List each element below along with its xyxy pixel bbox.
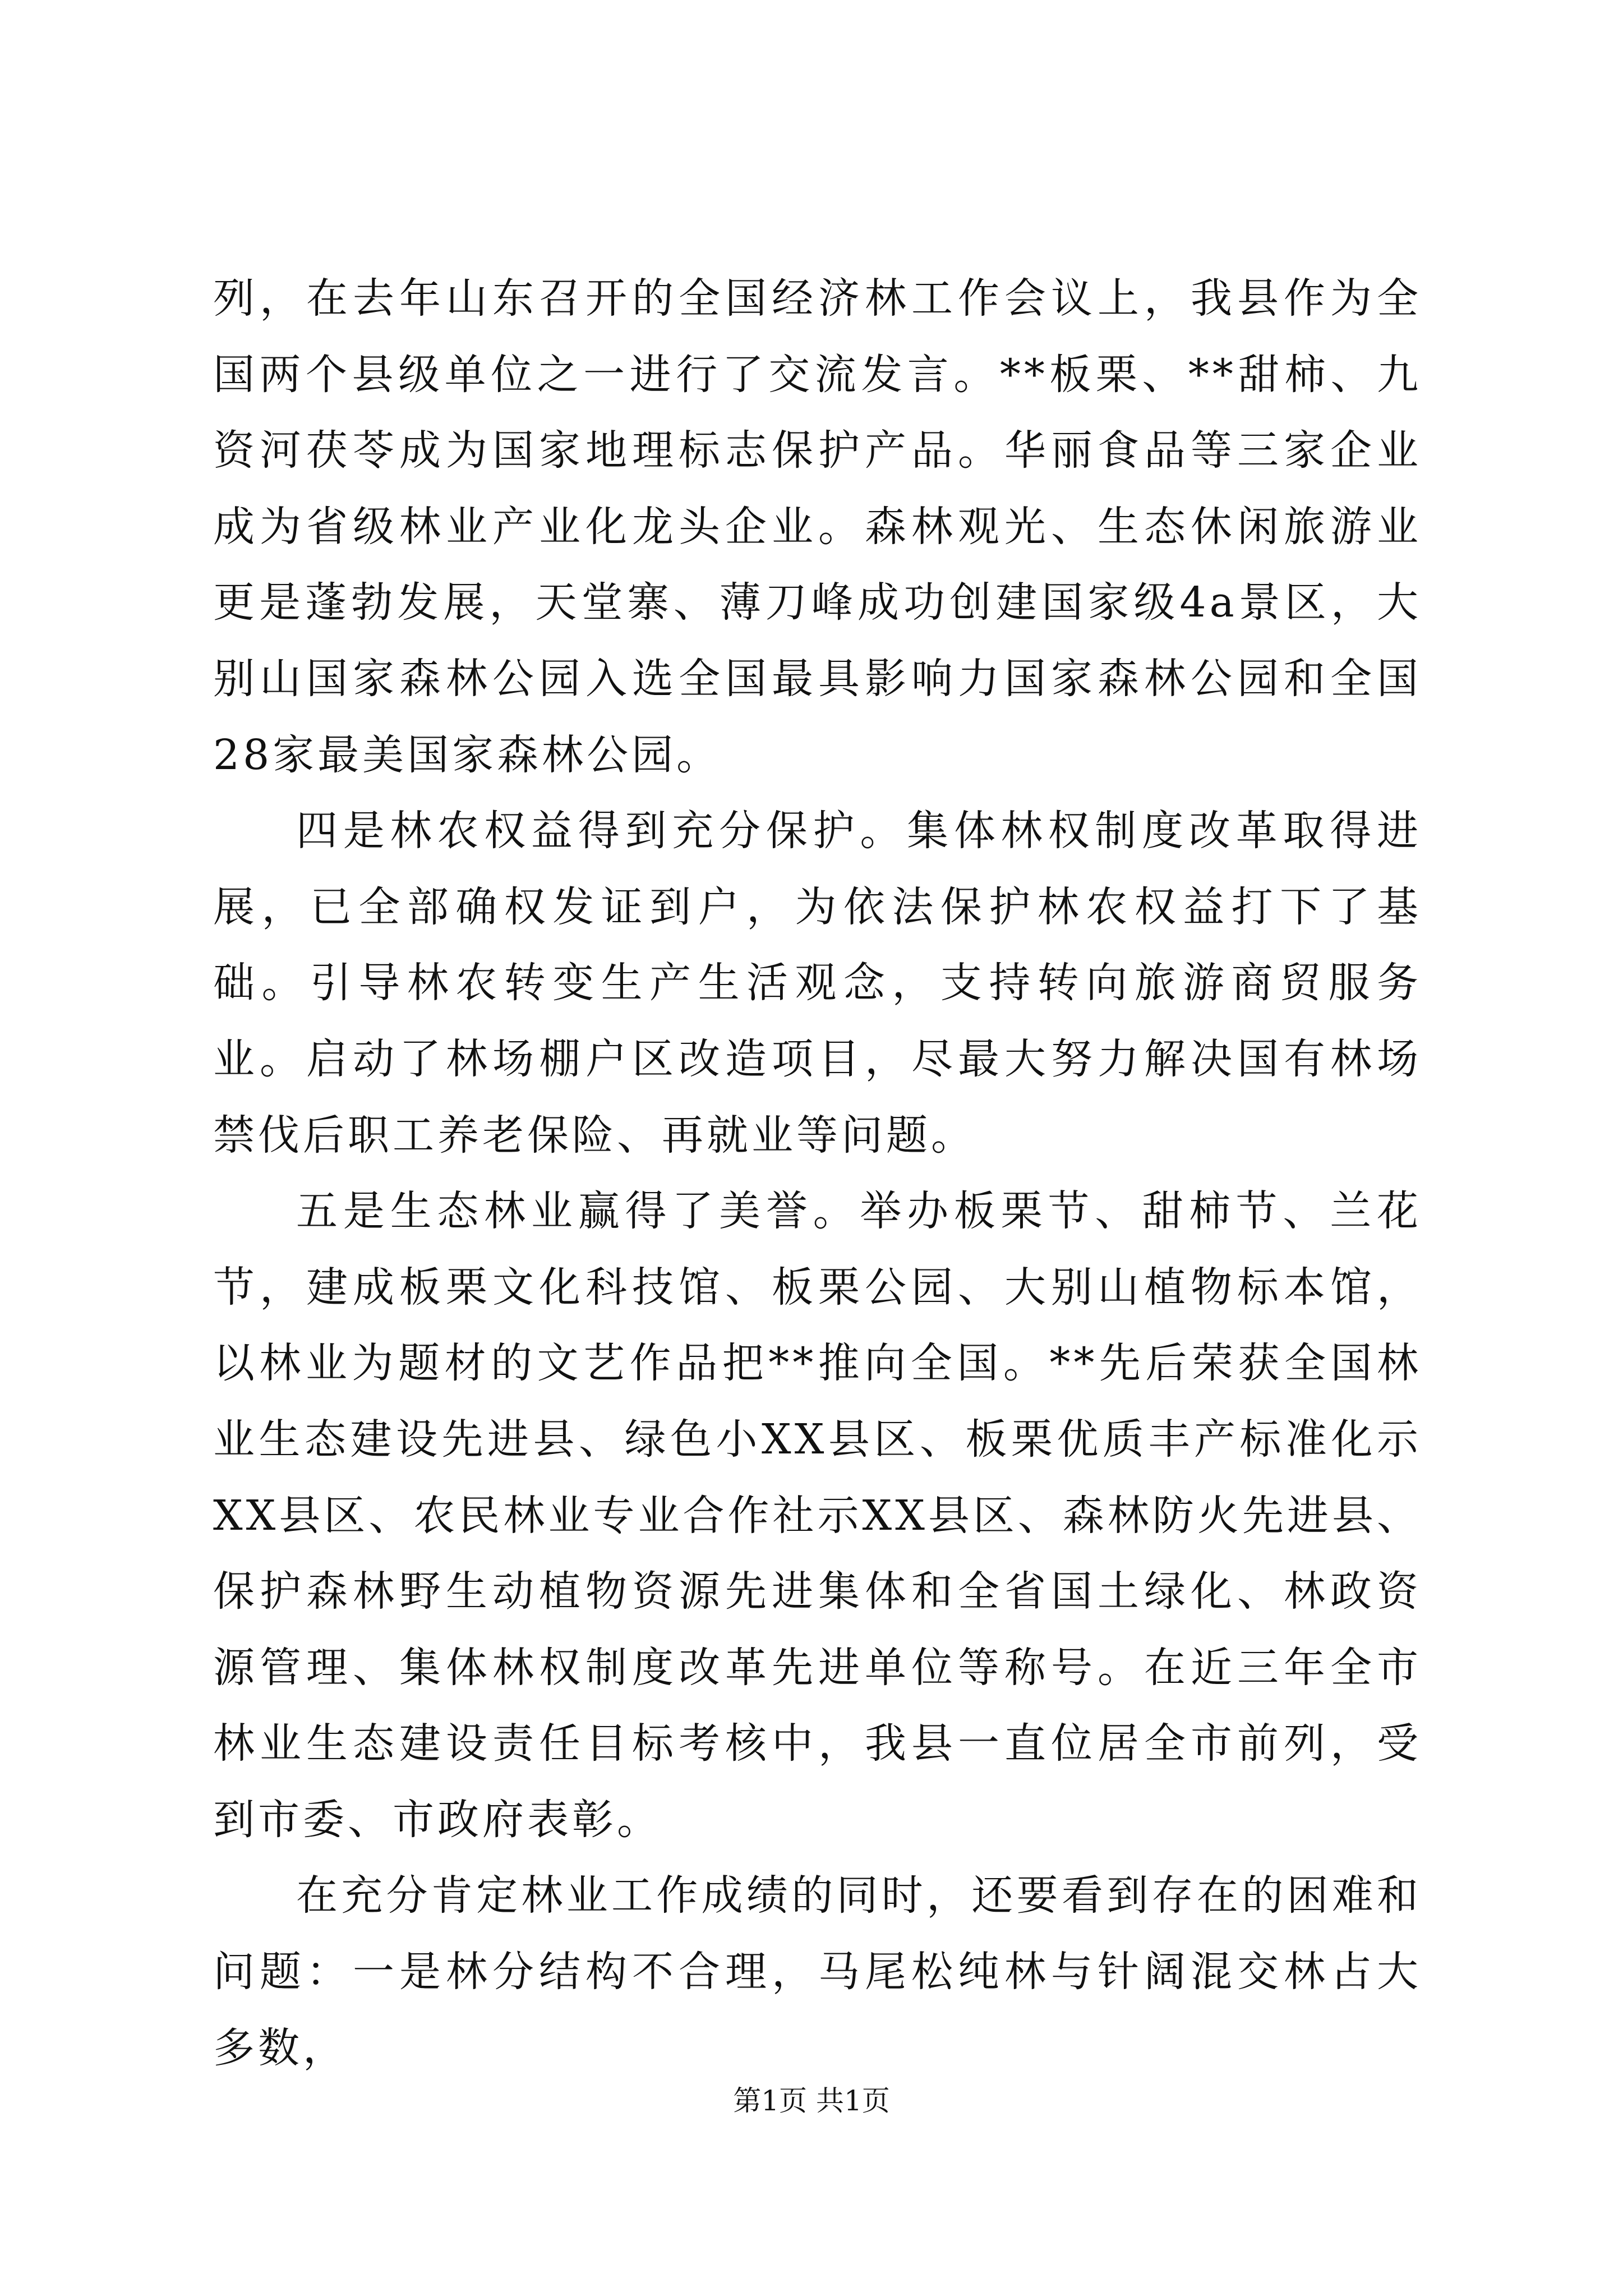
paragraph-ecological-forestry-reputation: 五是生态林业赢得了美誉。举办板栗节、甜柿节、兰花节，建成板栗文化科技馆、板栗公园、大别山植物标本馆，以林业为题材的文艺作品把**推向全国。**先后荣获全国林业生态建设先进县、绿色小XX县区、板栗优质丰产标准化示XX县区、农民林业专业合作社示XX县区、森林防火先进县、保护森林野生动植物资源先进集体和全省国土绿化、林政资源管理、集体林权制度改革先进单位等称号。在近三年全市林业生态建设责任目标考核中，我县一直位居全市前列，受到市委、市政府表彰。 xyxy=(213,1187,1422,1844)
paragraph-difficulties-problems: 在充分肯定林业工作成绩的同时，还要看到存在的困难和问题：一是林分结构不合理，马尾松纯林与针阔混交林占大多数， xyxy=(213,1871,1422,2072)
paragraph-forest-farmer-rights: 四是林农权益得到充分保护。集体林权制度改革取得进展，已全部确权发证到户，为依法保护林农权益打下了基础。引导林农转变生产生活观念，支持转向旅游商贸服务业。启动了林场棚户区改造项目，尽最大努力解决国有林场禁伐后职工养老保险、再就业等问题。 xyxy=(213,807,1422,1159)
page-footer: 第1页 共1页 xyxy=(733,2085,890,2117)
paragraph-continuation: 列，在去年山东召开的全国经济林工作会议上，我县作为全国两个县级单位之一进行了交流发言。**板栗、**甜柿、九资河茯苓成为国家地理标志保护产品。华丽食品等三家企业成为省级林业产业化龙头企业。森林观光、生态休闲旅游业更是蓬勃发展，天堂寨、薄刀峰成功创建国家级4a景区，大别山国家森林公园入选全国最具影响力国家森林公园和全国28家最美国家森林公园。 xyxy=(213,274,1422,779)
body-text xyxy=(213,261,1422,2086)
